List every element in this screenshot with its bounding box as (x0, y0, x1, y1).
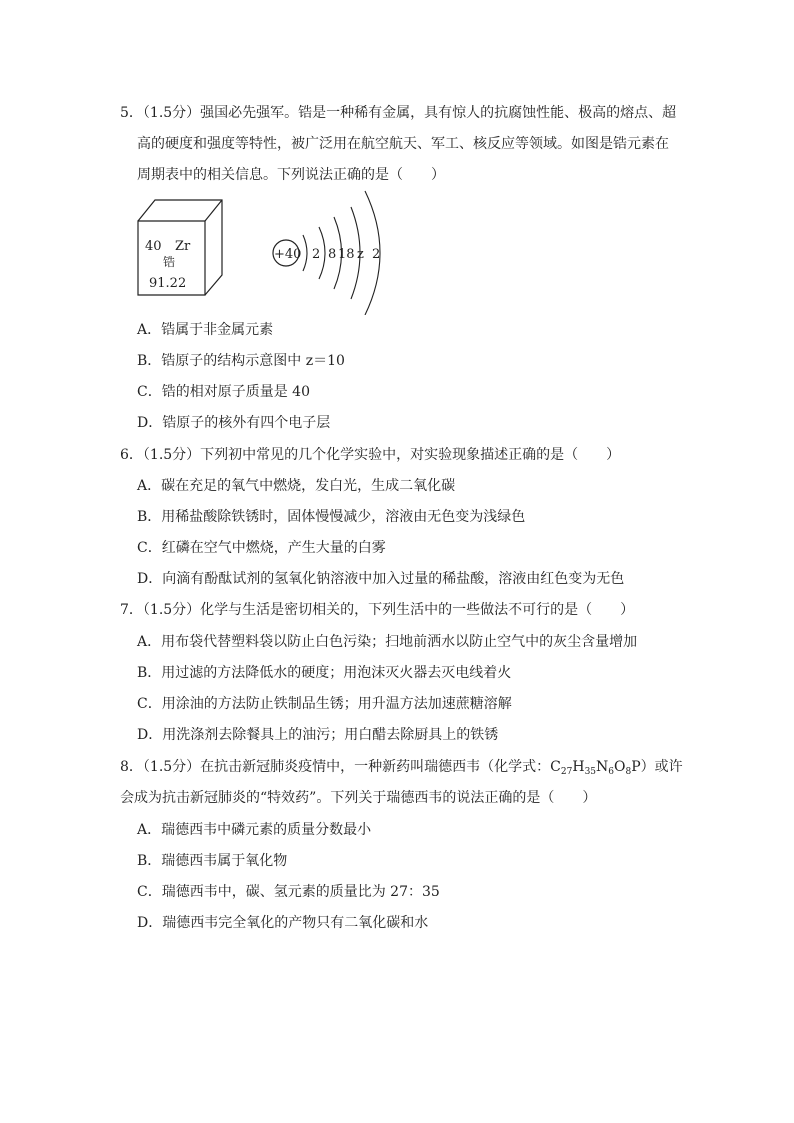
shell-count-4: z (357, 247, 364, 262)
q6-option-d[interactable]: D．向滴有酚酞试剂的氢氧化钠溶液中加入过量的稀盐酸，溶液由红色变为无色 (137, 571, 625, 587)
formula-sub-h: 35 (584, 767, 597, 777)
shell-count-1: 2 (312, 247, 321, 262)
atomic-number: 40 (145, 239, 162, 254)
element-name: 锆 (163, 255, 176, 269)
q5-stem-line3: 周期表中的相关信息。下列说法正确的是（ ） (137, 167, 445, 183)
formula-sub-o: 8 (625, 767, 632, 777)
q7-stem: 7．（1.5分）化学与生活是密切相关的，下列生活中的一些做法不可行的是（ ） (120, 602, 635, 618)
shell-count-2: 8 (328, 247, 337, 262)
q6-option-b[interactable]: B．用稀盐酸除铁锈时，固体慢慢减少，溶液由无色变为浅绿色 (137, 509, 526, 525)
q5-stem-line1: 5．（1.5分）强国必先强军。锆是一种稀有金属，具有惊人的抗腐蚀性能、极高的熔点、超 (120, 105, 677, 121)
q8-stem-line2: 会成为抗击新冠肺炎的“特效药”。下列关于瑞德西韦的说法正确的是（ ） (120, 790, 597, 806)
q7-option-a[interactable]: A．用布袋代替塑料袋以防止白色污染；扫地前洒水以防止空气中的灰尘含量增加 (137, 634, 638, 650)
q8-option-c[interactable]: C．瑞德西韦中，碳、氢元素的质量比为 27：35 (137, 884, 440, 900)
q5-option-b[interactable]: B．锆原子的结构示意图中 z＝10 (137, 353, 345, 369)
shell-count-3: 18 (338, 247, 355, 262)
q7-option-b[interactable]: B．用过滤的方法降低水的硬度；用泡沫灭火器去灭电线着火 (137, 665, 512, 681)
formula-n: N (596, 759, 609, 775)
formula-o: O (614, 759, 626, 775)
q8-option-a[interactable]: A．瑞德西韦中磷元素的质量分数最小 (137, 822, 372, 838)
formula-sub-n: 6 (608, 767, 614, 777)
formula-sub-c: 27 (560, 767, 573, 777)
q8-stem-line1 (120, 758, 683, 776)
q8-option-d[interactable]: D．瑞德西韦完全氧化的产物只有二氧化碳和水 (137, 915, 429, 931)
element-symbol: Zr (175, 239, 191, 254)
zirconium-figure (135, 185, 395, 315)
q7-option-c[interactable]: C．用涂油的方法防止铁制品生锈；用升温方法加速蔗糖溶解 (137, 696, 512, 712)
q8-option-b[interactable]: B．瑞德西韦属于氧化物 (137, 853, 288, 869)
q8-stem-pre: 8．（1.5分）在抗击新冠肺炎疫情中，一种新药叫瑞德西韦（化学式：C (120, 759, 561, 775)
formula-h: H (572, 759, 585, 775)
q6-stem: 6．（1.5分）下列初中常见的几个化学实验中，对实验现象描述正确的是（ ） (120, 447, 621, 463)
nucleus-charge: +40 (274, 247, 302, 262)
shell-count-5: 2 (372, 247, 381, 262)
shell-arc-1 (303, 235, 307, 271)
q6-option-c[interactable]: C．红磷在空气中燃烧，产生大量的白雾 (137, 540, 386, 556)
q7-option-d[interactable]: D．用洗涤剂去除餐具上的油污；用白醋去除厨具上的铁锈 (137, 727, 499, 743)
q6-option-a[interactable]: A．碳在充足的氧气中燃烧，发白光，生成二氧化碳 (137, 478, 456, 494)
q5-option-c[interactable]: C．锆的相对原子质量是 40 (137, 384, 310, 400)
q8-stem-post: P）或许 (631, 759, 683, 775)
atomic-mass: 91.22 (149, 276, 187, 291)
q5-option-d[interactable]: D．锆原子的核外有四个电子层 (137, 415, 331, 431)
q5-option-a[interactable]: A．锆属于非金属元素 (137, 322, 274, 338)
q5-stem-line2: 高的硬度和强度等特性，被广泛用在航空航天、军工、核反应等领域。如图是锆元素在 (137, 136, 669, 152)
